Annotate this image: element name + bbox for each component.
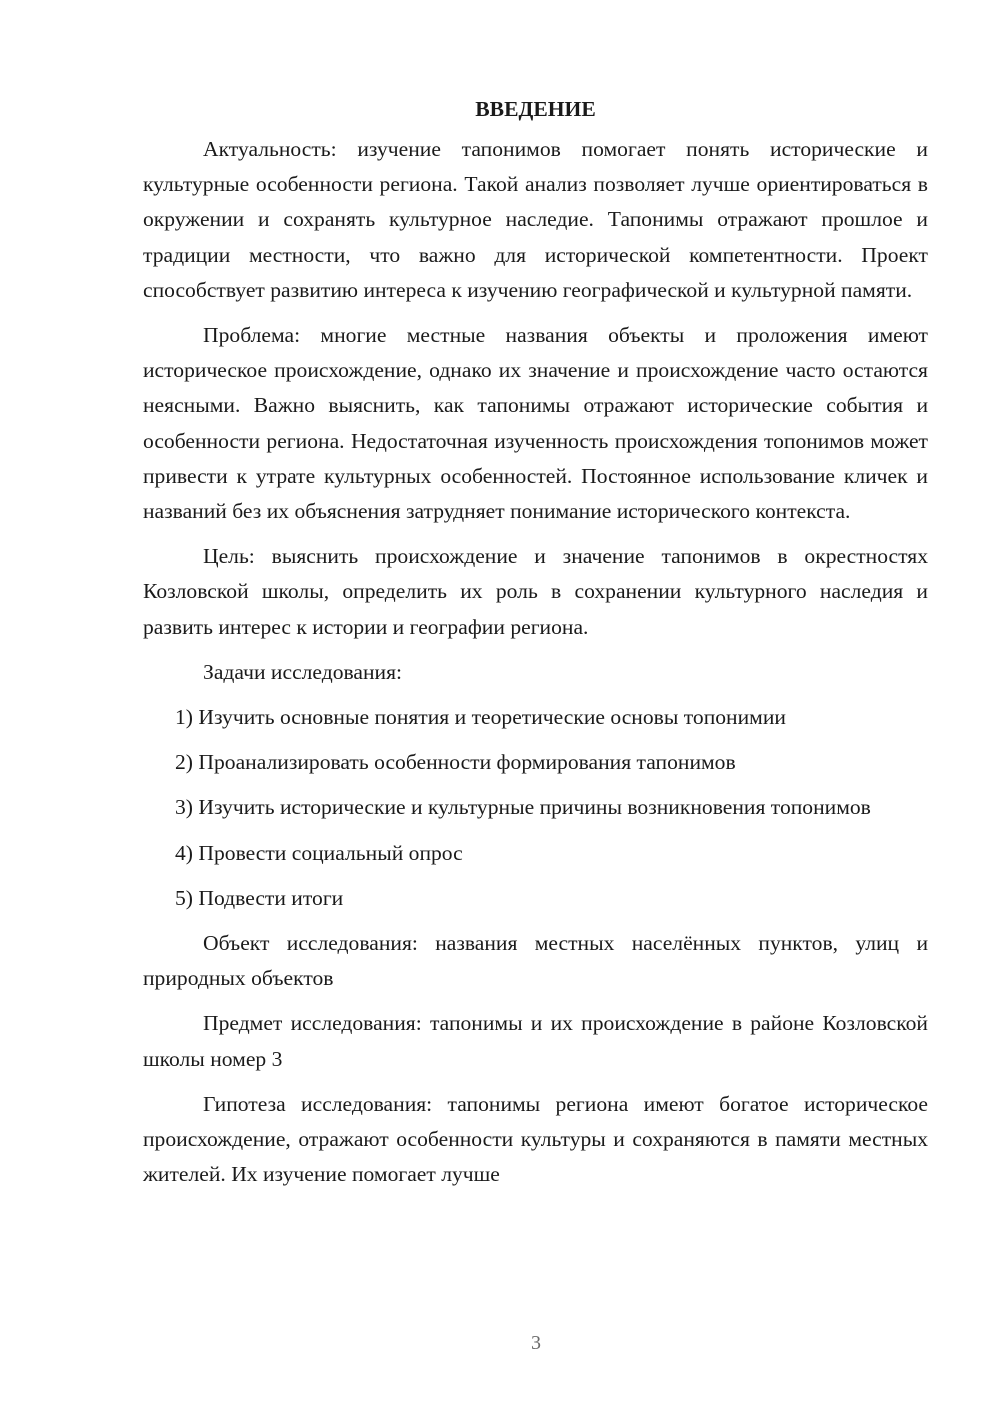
- task-item-2: 2) Проанализировать особенности формирования тапонимов: [175, 750, 736, 775]
- hypothesis-paragraph: Гипотеза исследования: тапонимы региона имеют богатое историческое происхождение, отражают особенности культуры и сохраняются в памяти местных жителей. Их изучение помогает лучше: [143, 1091, 928, 1187]
- page-number: 3: [531, 1332, 541, 1354]
- relevance-paragraph: Актуальность: изучение тапонимов помогает понять исторические и культурные особенности региона. Такой анализ позволяет лучше ориентироваться в окружении и сохранять культурное наследие. Тапонимы отражают прошлое и традиции местности, что важно для исторической компетентности. Проект способствует развитию интереса к изучению географической и культурной памяти.: [143, 137, 928, 302]
- task-item-5: 5) Подвести итоги: [175, 885, 344, 910]
- problem-paragraph: Проблема: многие местные названия объекты и проложения имеют историческое происхождение, однако их значение и происхождение часто остаются неясными. Важно выяснить, как тапонимы отражают исторические события и особенности региона. Недостаточная изученность происхождения топонимов может привести к утрате культурных особенностей. Постоянное использование кличек и названий без их объяснения затрудняет понимание исторического контекста.: [143, 323, 928, 524]
- goal-paragraph: Цель: выяснить происхождение и значение тапонимов в окрестностях Козловской школы, определить их роль в сохранении культурного наследия и развить интерес к истории и географии региона.: [143, 544, 928, 639]
- object-paragraph: Объект исследования: названия местных населённых пунктов, улиц и природных объектов: [143, 931, 928, 991]
- task-item-4: 4) Провести социальный опрос: [175, 840, 463, 865]
- section-title: ВВЕДЕНИЕ: [475, 97, 596, 121]
- task-item-3: 3) Изучить исторические и культурные причины возникновения топонимов: [175, 795, 871, 820]
- task-item-1: 1) Изучить основные понятия и теоретические основы топонимии: [175, 705, 786, 730]
- tasks-heading: Задачи исследования:: [203, 659, 403, 684]
- subject-paragraph: Предмет исследования: тапонимы и их происхождение в районе Козловской школы номер 3: [143, 1011, 928, 1071]
- document-page: [143, 92, 928, 1192]
